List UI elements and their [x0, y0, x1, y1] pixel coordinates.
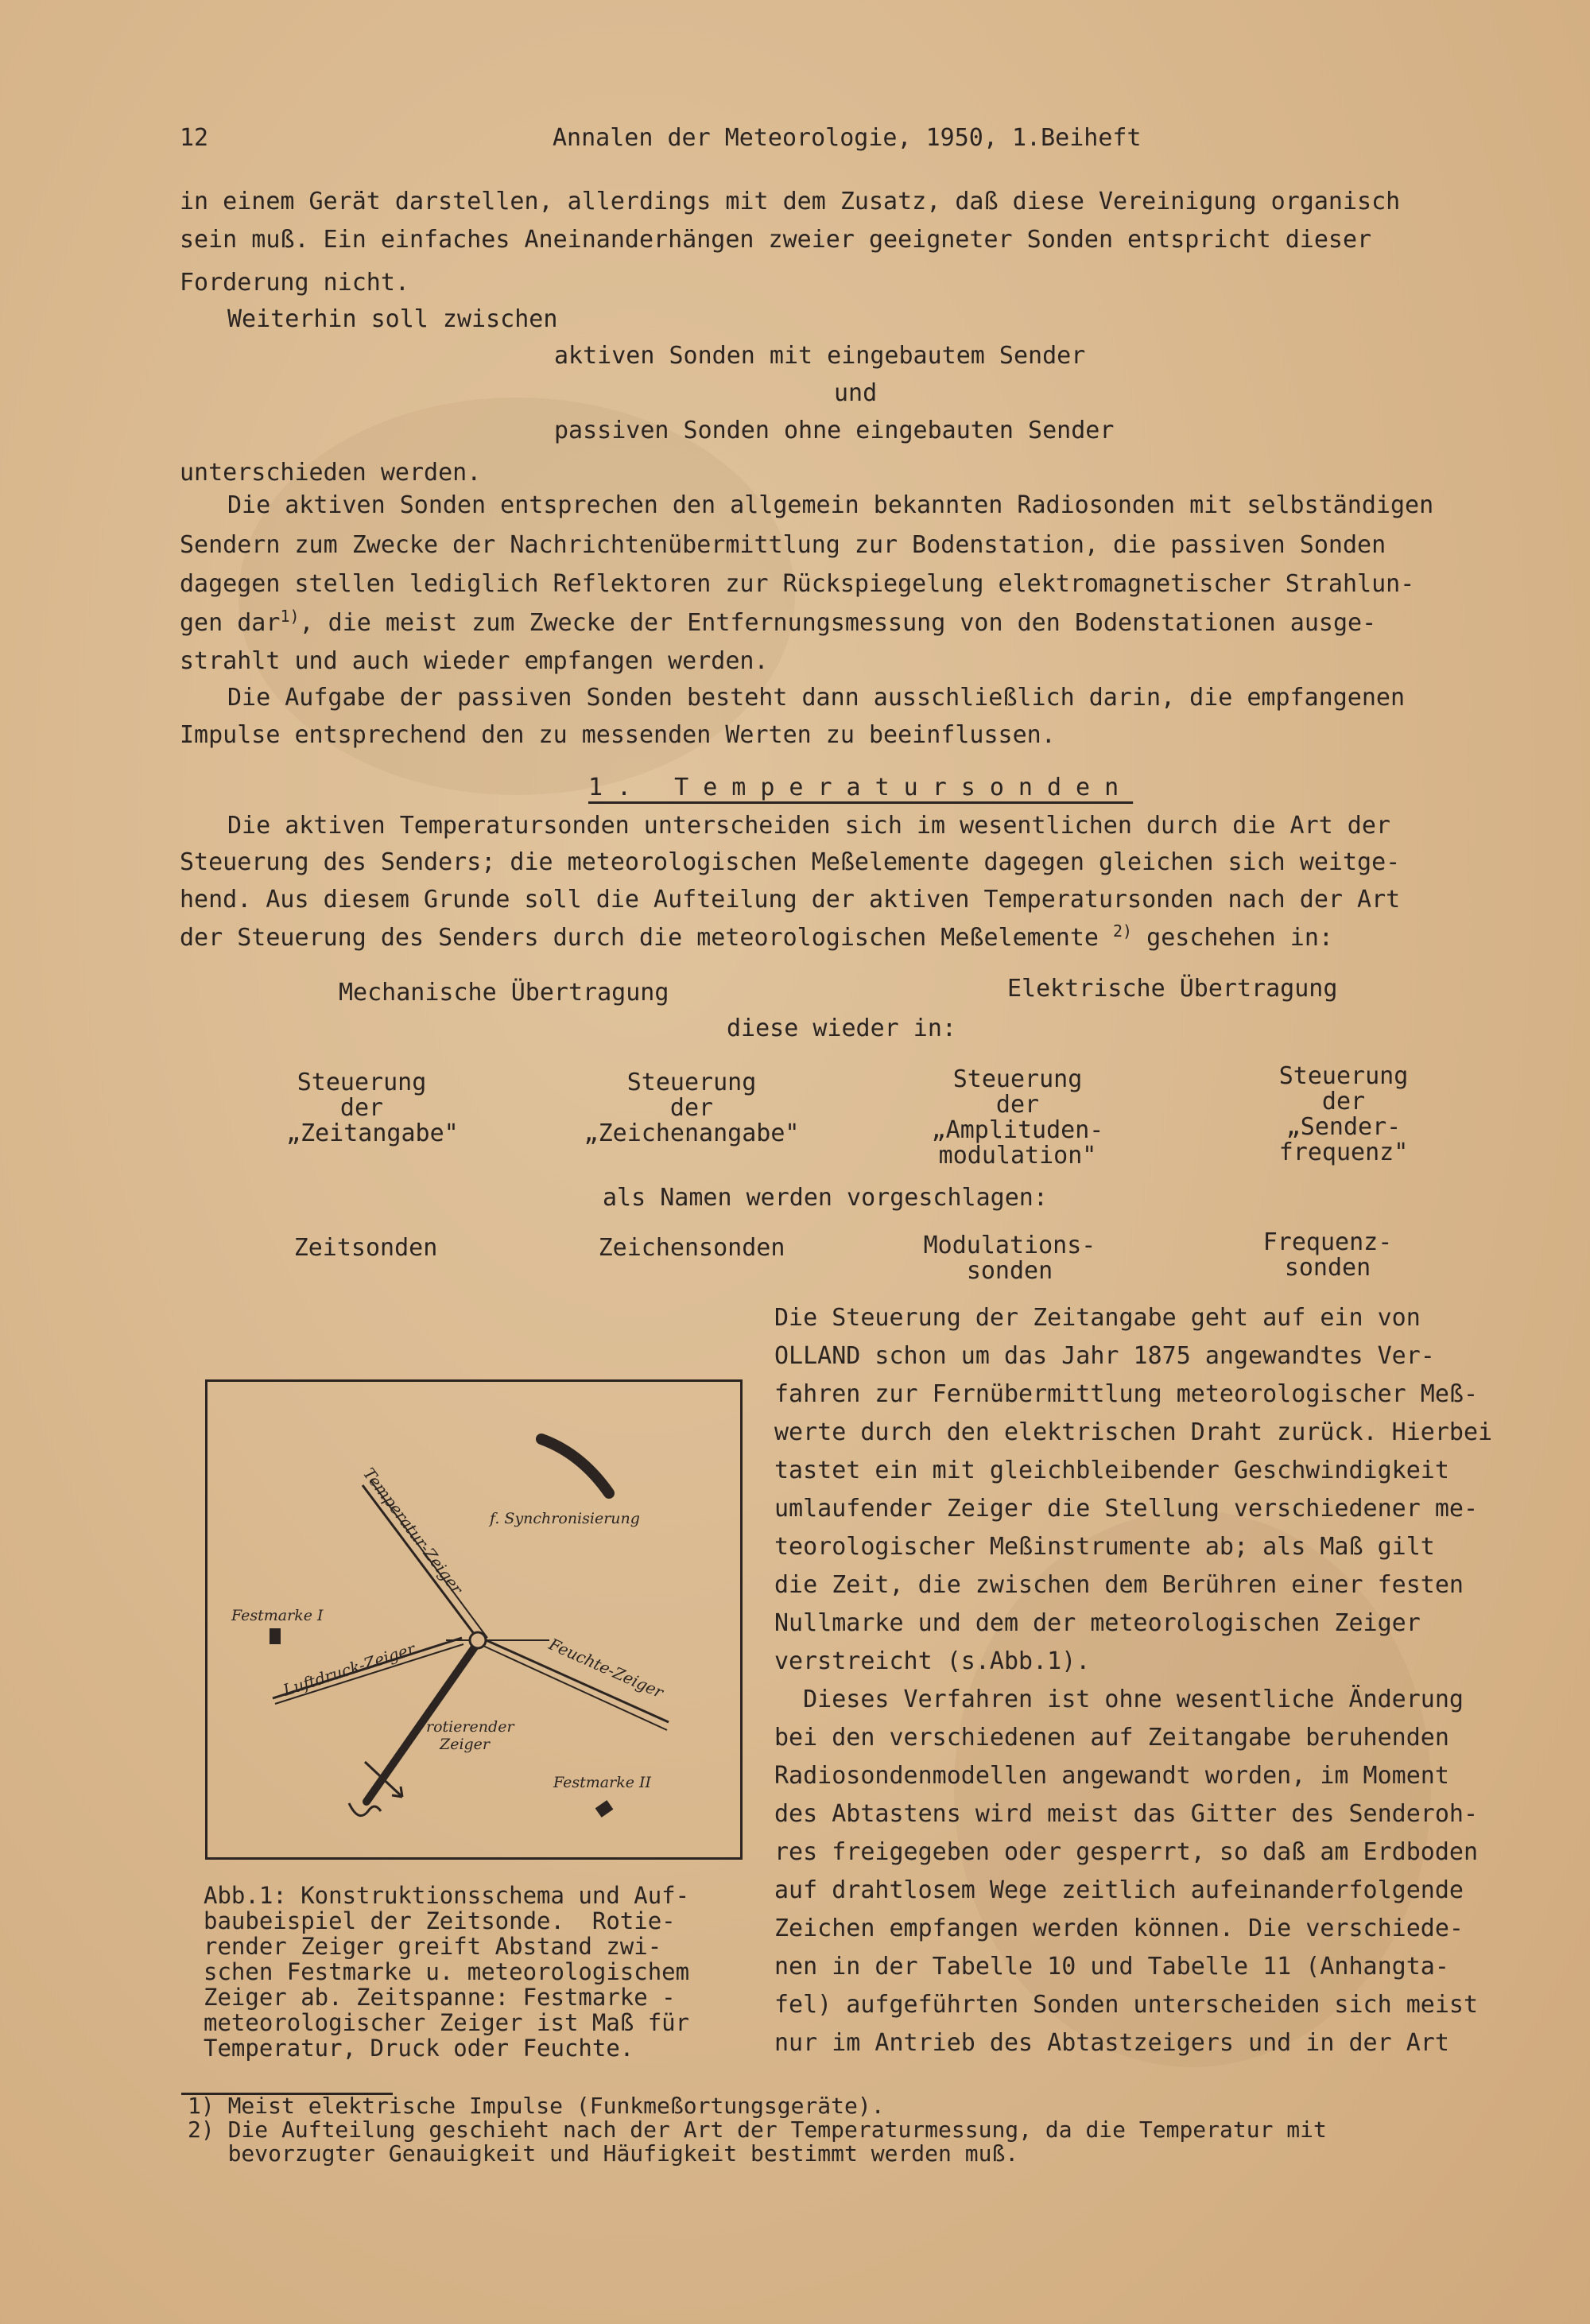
name-sign-sondes: Zeichensonden: [598, 1234, 785, 1262]
right-column-line: res freigegeben oder gesperrt, so daß am Erdboden: [774, 1838, 1479, 1866]
right-column-line: die Zeit, die zwischen dem Berühren einer festen: [774, 1571, 1464, 1599]
footnote-2: 2) Die Aufteilung geschieht nach der Art der Temperaturmessung, da die Temperatur mit: [188, 2116, 1327, 2143]
body-line: hend. Aus diesem Grunde soll die Aufteilung der aktiven Temperatursonden nach der Art: [180, 886, 1401, 914]
footnote-1: 1) Meist elektrische Impulse (Funkmeßortungsgeräte).: [188, 2093, 885, 2119]
label-temperature: Temperatur-Zeiger: [359, 1464, 467, 1598]
body-line: Forderung nicht.: [180, 269, 409, 297]
body-line: Die aktiven Temperatursonden unterscheiden sich im wesentlichen durch die Art der: [227, 812, 1390, 840]
label-sync: f. Synchronisierung: [490, 1510, 640, 1527]
right-column-line: umlaufender Zeiger die Stellung verschiedener me-: [774, 1495, 1479, 1523]
centered-line: aktiven Sonden mit eingebautem Sender: [554, 342, 1086, 370]
body-line: Steuerung des Senders; die meteorologischen Meßelemente dagegen gleichen sich weitge-: [180, 848, 1401, 876]
control-type-time: Steuerung der „Zeitangabe": [286, 1069, 459, 1147]
caption-line: meteorologischer Zeiger ist Maß für: [204, 2009, 690, 2036]
footnote-ref-2: 2): [1113, 921, 1133, 941]
page-number: 12: [180, 124, 209, 152]
body-line: in einem Gerät darstellen, allerdings mit dem Zusatz, daß diese Vereinigung organisch: [180, 188, 1401, 215]
control-type-frequency: Steuerung der „Sender- frequenz": [1278, 1062, 1409, 1166]
festmarke-2-mark: [595, 1800, 614, 1818]
right-column-line: Zeichen empfangen werden können. Die verschiede-: [774, 1915, 1464, 1942]
caption-line: Zeiger ab. Zeitspanne: Festmarke -: [204, 1984, 676, 2011]
name-modulation-sondes: Modulations- sonden: [923, 1232, 1096, 1285]
right-column-line: fel) aufgeführten Sonden unterscheiden sich meist: [774, 1991, 1479, 2019]
caption-line: baubeispiel der Zeitsonde. Rotie-: [204, 1907, 676, 1934]
label-rotating-2: Zeiger: [440, 1736, 491, 1753]
footnote-ref-1: 1): [280, 607, 300, 626]
body-line: unterschieden werden.: [180, 459, 482, 487]
right-column-line: Die Steuerung der Zeitangabe geht auf ein von: [774, 1304, 1421, 1332]
right-column-line: Nullmarke und dem der meteorologischen Zeiger: [774, 1609, 1421, 1637]
caption-line: schen Festmarke u. meteorologischem: [204, 1958, 690, 1985]
body-line: strahlt und auch wieder empfangen werden.: [180, 647, 769, 675]
figure-zeitsonde-schema: [205, 1379, 743, 1860]
body-line: Die aktiven Sonden entsprechen den allgemein bekannten Radiosonden mit selbständigen: [227, 491, 1434, 519]
right-column-line: tastet ein mit gleichbleibender Geschwindigkeit: [774, 1457, 1449, 1484]
label-festmarke-1: Festmarke I: [231, 1607, 324, 1624]
centered-line: passiven Sonden ohne eingebauten Sender: [554, 417, 1115, 444]
body-line: Impulse entsprechend den zu messenden Werten zu beeinflussen.: [180, 721, 1056, 749]
right-column-line: des Abtastens wird meist das Gitter des Senderoh-: [774, 1800, 1479, 1828]
caption-line: Temperatur, Druck oder Feuchte.: [204, 2035, 634, 2062]
name-time-sondes: Zeitsonden: [293, 1234, 438, 1262]
body-text: gen dar: [180, 609, 281, 637]
figure-caption: [204, 1883, 752, 2061]
running-title: Annalen der Meteorologie, 1950, 1.Beiheft: [553, 124, 1142, 152]
right-column-line: teorologischer Meßinstrumente ab; als Maß gilt: [774, 1533, 1435, 1561]
category-electrical: Elektrische Übertragung: [1007, 975, 1338, 1003]
category-mechanical: Mechanische Übertragung: [339, 979, 669, 1007]
footnote-2-cont: bevorzugter Genauigkeit und Häufigkeit bestimmt werden muß.: [188, 2140, 1019, 2167]
right-column-line: werte durch den elektrischen Draht zurück. Hierbei: [774, 1418, 1493, 1446]
right-column-line: fahren zur Fernübermittlung meteorologischer Meß-: [774, 1380, 1479, 1408]
pointer-hub: [470, 1632, 486, 1648]
body-line: [180, 921, 1333, 952]
label-pressure: Luftdruck-Zeiger: [281, 1639, 417, 1700]
label-rotating-1: rotierender: [426, 1718, 514, 1736]
caption-line: render Zeiger greift Abstand zwi-: [204, 1933, 662, 1960]
right-column-line: bei den verschiedenen auf Zeitangabe beruhenden: [774, 1724, 1449, 1752]
festmarke-1-mark: [270, 1628, 281, 1644]
subdivision-label: diese wieder in:: [727, 1015, 956, 1042]
body-line: sein muß. Ein einfaches Aneinanderhängen zweier geeigneter Sonden entspricht dieser: [180, 226, 1372, 254]
section-heading: 1. Temperatursonden: [588, 774, 1134, 801]
right-column-line: auf drahtlosem Wege zeitlich aufeinanderfolgende: [774, 1876, 1464, 1904]
centered-line: und: [834, 379, 878, 407]
body-line: [180, 609, 1376, 638]
label-humidity: Feuchte-Zeiger: [545, 1634, 666, 1702]
body-text: , die meist zum Zwecke der Entfernungsmessung von den Bodenstationen ausge-: [299, 609, 1377, 637]
names-proposed-label: als Namen werden vorgeschlagen:: [603, 1184, 1048, 1212]
right-column-line: Radiosondenmodellen angewandt worden, im Moment: [774, 1762, 1449, 1790]
right-column-line: nur im Antrieb des Abtastzeigers und in der Art: [774, 2029, 1449, 2057]
name-frequency-sondes: Frequenz- sonden: [1262, 1228, 1393, 1282]
caption-line: Abb.1: Konstruktionsschema und Auf-: [204, 1882, 690, 1909]
control-type-sign: Steuerung der „Zeichenangabe": [584, 1069, 800, 1147]
figure-drawing: [207, 1382, 740, 1857]
body-line: Sendern zum Zwecke der Nachrichtenübermittlung zur Bodenstation, die passiven Sonden: [180, 531, 1386, 559]
body-text: der Steuerung des Senders durch die meteorologischen Meßelemente: [180, 924, 1099, 952]
temperature-pointer: [363, 1485, 482, 1644]
right-column-line: OLLAND schon um das Jahr 1875 angewandtes Ver-: [774, 1342, 1435, 1370]
right-column-line: nen in der Tabelle 10 und Tabelle 11 (Anhangta-: [774, 1953, 1449, 1981]
body-line: Weiterhin soll zwischen: [227, 305, 558, 333]
right-column-line: Dieses Verfahren ist ohne wesentliche Änderung: [774, 1686, 1464, 1713]
body-line: dagegen stellen lediglich Reflektoren zur Rückspiegelung elektromagnetischer Strahlun-: [180, 570, 1415, 598]
body-text: geschehen in:: [1146, 924, 1333, 952]
body-line: Die Aufgabe der passiven Sonden besteht dann ausschließlich darin, die empfangenen: [227, 684, 1406, 712]
sync-arc: [541, 1439, 609, 1493]
label-festmarke-2: Festmarke II: [553, 1774, 652, 1791]
control-type-amplitude: Steuerung der „Amplituden- modulation": [931, 1065, 1104, 1170]
right-column-line: verstreicht (s.Abb.1).: [774, 1647, 1091, 1675]
